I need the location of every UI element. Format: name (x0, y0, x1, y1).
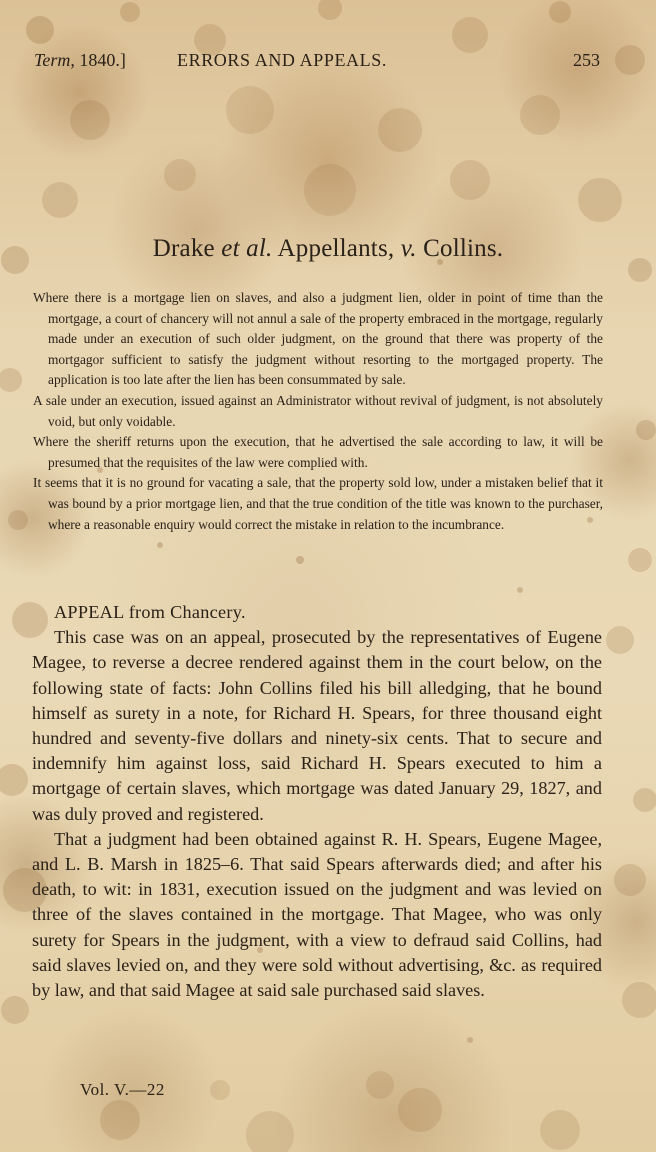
page-number: 253 (573, 50, 600, 70)
headnote: It seems that it is no ground for vacating a sale, that the property sold low, under a mistaken belief that it was bound by a prior mortgage lien, and that the true condition of the title was known to the purchaser, where a reasonable enquiry would correct the mistake in relation to the incumbrance. (33, 475, 603, 532)
running-title: ERRORS AND APPEALS. (177, 50, 387, 70)
body-paragraph: This case was on an appeal, prosecuted by the representatives of Eugene Magee, to reverse a decree rendered against them in the court below, on the following state of facts: John Collins filed his bill alledging, that he bound himself as surety in a note, for Richard H. Spears, for three thousand eight hundred and seventy-five dollars and ninety-six cents. That to secure and indemnify him against loss, said Richard H. Spears executed to him a mortgage of certain slaves, which mortgage was dated January 29, 1827, and was duly proved and registered. (32, 627, 602, 824)
body-paragraph: That a judgment had been obtained against R. H. Spears, Eugene Magee, and L. B. Marsh in 1825–6. That said Spears afterwards died; and after his death, to wit: in 1831, execution issued on the judgment and was levied on three of the slaves contained in the mortgage. That Magee, who was only surety for Spears in the judgment, with a view to defraud said Collins, had said slaves levied on, and they were sold without advertising, &c. as required by law, and that said Magee at said sale purchased said slaves. (32, 828, 602, 1001)
headnote: Where there is a mortgage lien on slaves, and also a judgment lien, older in point of time than the mortgage, a court of chancery will not annul a sale of the property embraced in the mortgage, regularly made under an execution of such older judgment, on the ground that there was property of the mortgagor sufficient to satisfy the judgment without resorting to the mortgaged property. The application is too late after the lien has been consummated by sale. (33, 290, 603, 388)
case-title: Drake et al. Appellants, v. Collins. (152, 235, 504, 262)
opinion-body (32, 600, 602, 1003)
headnote: Where the sheriff returns upon the execution, that he advertised the sale according to law, it will be presumed that the requisites of the law were complied with. (33, 434, 603, 470)
running-header (34, 50, 600, 80)
term-label: Term, 1840.] (34, 50, 126, 70)
headnote: A sale under an execution, issued against an Administrator without revival of judgment, is not absolutely void, but only voidable. (33, 392, 603, 429)
appeal-caption: APPEAL from Chancery. (54, 602, 246, 622)
signature-mark: Vol. V.—22 (80, 1080, 165, 1099)
headnotes (33, 288, 603, 535)
